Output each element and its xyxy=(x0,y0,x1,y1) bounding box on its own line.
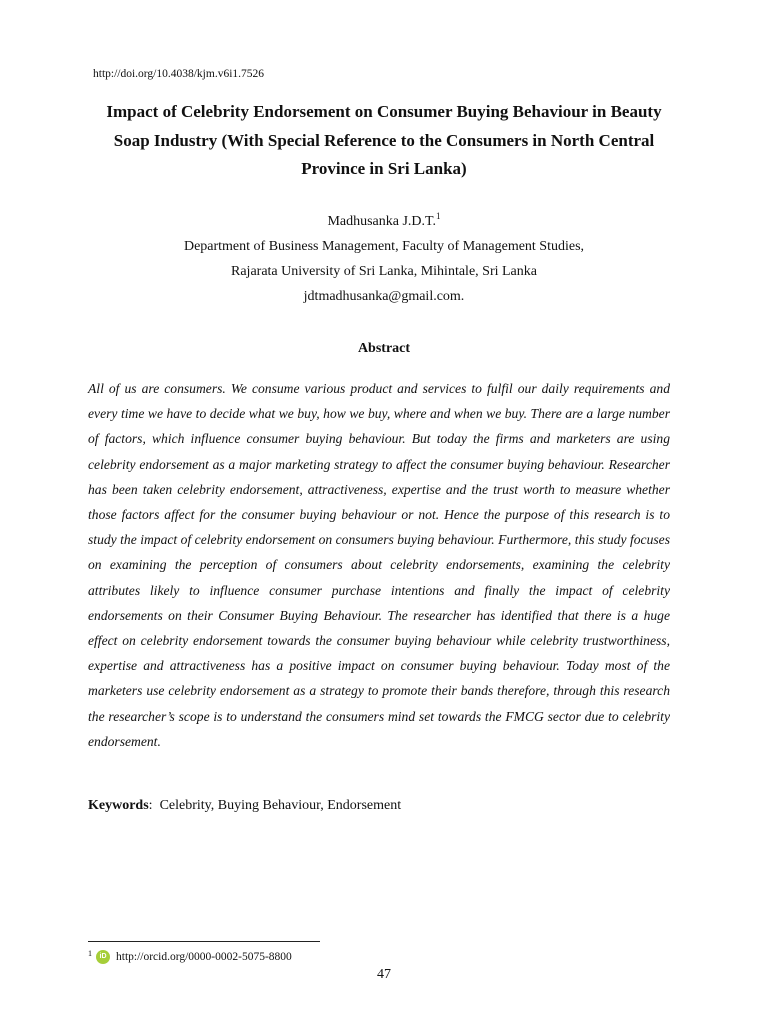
footnote-divider xyxy=(88,941,320,942)
page-number: 47 xyxy=(377,967,391,982)
author-affiliation: Department of Business Management, Faculty of Management Studies, xyxy=(183,239,585,254)
author-block xyxy=(80,209,688,309)
abstract-heading: Abstract xyxy=(357,341,411,356)
keywords-label: Keywords xyxy=(88,798,149,813)
footnote-mark: 1 xyxy=(88,949,92,958)
author-name-line xyxy=(80,209,688,234)
keywords-separator: : xyxy=(148,798,153,813)
paper-title xyxy=(80,98,688,184)
keywords-line xyxy=(88,796,670,816)
author-footnote-mark: 1 xyxy=(436,211,441,221)
keywords-values: Celebrity, Buying Behaviour, Endorsement xyxy=(159,798,402,813)
orcid-link[interactable]: http://orcid.org/0000-0002-5075-8800 xyxy=(116,951,292,963)
title-line: Impact of Celebrity Endorsement on Consumer Buying Behaviour in Beauty xyxy=(106,102,662,121)
doi-link[interactable]: http://doi.org/10.4038/kjm.v6i1.7526 xyxy=(93,68,265,80)
author-email[interactable]: jdtmadhusanka@gmail.com. xyxy=(303,289,465,304)
orcid-icon: iD xyxy=(96,950,110,964)
footnote xyxy=(88,949,292,965)
title-line: Soap Industry (With Special Reference to the Consumers in North Central xyxy=(113,130,655,150)
author-affiliation: Rajarata University of Sri Lanka, Mihintale, Sri Lanka xyxy=(231,264,537,279)
abstract-body: All of us are consumers. We consume various product and services to fulfil our daily requirements and every time we have to decide what we buy, how we buy, where and when we buy. There are a large number of factors, which influence consumer buying behaviour. But today the firms and marketers are using celebrity endorsement as a major marketing strategy to affect the consumer buying behaviour. Researcher has been taken celebrity endorsement, attractiveness, expertise and the trust worth to measure whether those factors affect for the consumer buying behaviour or not. Hence the purpose of this research is to study the impact of celebrity endorsement on consumers buying behaviour. Furthermore, this study focuses on examining the perception of consumers about celebrity endorsements, examining the celebrity attributes likely to influence consumer purchase intentions and finally the impact of celebrity endorsements on their Consumer Buying Behaviour. The researcher has identified that there is a huge effect on celebrity endorsement towards the consumer buying behaviour while celebrity trustworthiness, expertise and attractiveness has a positive impact on consumer buying behaviour. Today most of the marketers use celebrity endorsement as a strategy to promote their bands therefore, through this research the researcher’s scope is to understand the consumers mind set towards the FMCG sector due to celebrity endorsement. xyxy=(88,381,670,749)
title-line: Province in Sri Lanka) xyxy=(301,159,467,178)
author-name: Madhusanka J.D.T. xyxy=(327,214,437,229)
